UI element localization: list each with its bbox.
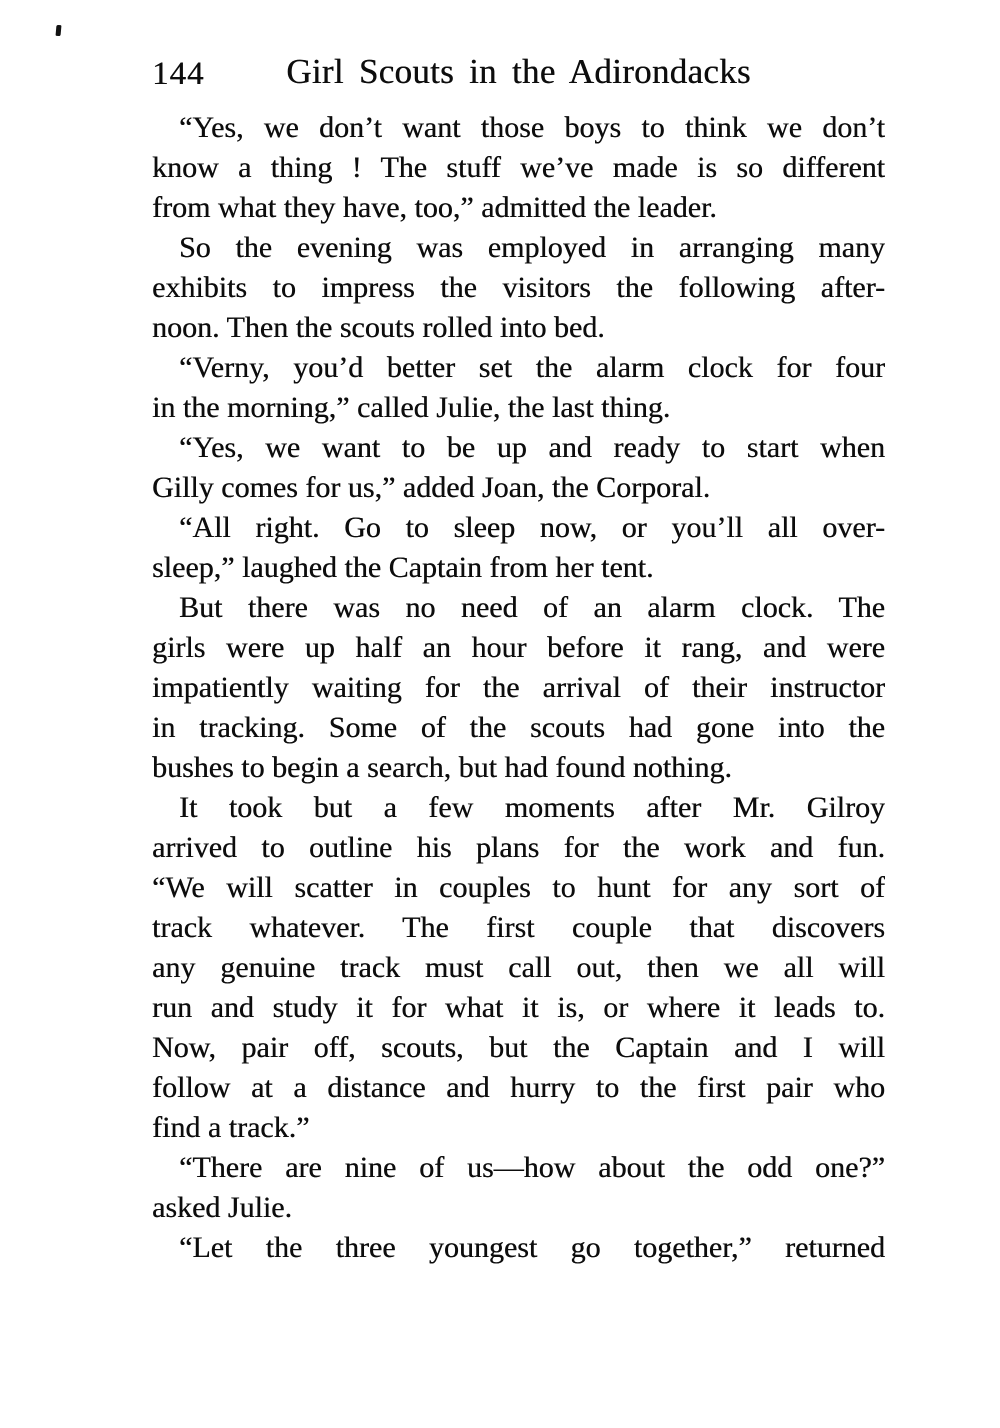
text-line: find a track.”: [152, 1111, 310, 1144]
page-header: [152, 48, 885, 96]
text-line: It took but a few moments after Mr. Gilroy: [179, 791, 885, 824]
text-line: “We will scatter in couples to hunt for any sort of: [152, 871, 885, 904]
text-line: “All right. Go to sleep now, or you’ll all over-: [179, 511, 885, 544]
text-line: follow at a distance and hurry to the first pair who: [152, 1071, 885, 1104]
text-line: run and study it for what it is, or where it leads to.: [152, 991, 885, 1024]
text-line: from what they have, too,” admitted the leader.: [152, 191, 717, 224]
text-line: in tracking. Some of the scouts had gone into the: [152, 711, 885, 744]
page-text: [152, 108, 885, 1268]
text-line: know a thing ! The stuff we’ve made is so different: [152, 151, 885, 184]
text-line: Gilly comes for us,” added Joan, the Corporal.: [152, 471, 711, 504]
text-line: But there was no need of an alarm clock. The: [179, 591, 885, 624]
text-line: noon. Then the scouts rolled into bed.: [152, 311, 605, 344]
text-line: any genuine track must call out, then we all will: [152, 951, 885, 984]
ink-speck: [56, 25, 62, 36]
text-line: “Yes, we don’t want those boys to think we don’t: [179, 111, 885, 144]
text-line: girls were up half an hour before it rang, and were: [152, 631, 885, 664]
text-line: asked Julie.: [152, 1191, 292, 1224]
page-number: 144: [152, 56, 205, 92]
text-line: in the morning,” called Julie, the last thing.: [152, 391, 671, 424]
text-line: bushes to begin a search, but had found nothing.: [152, 751, 732, 784]
text-line: So the evening was employed in arranging many: [179, 231, 885, 264]
text-line: Now, pair off, scouts, but the Captain and I will: [152, 1031, 885, 1064]
text-line: track whatever. The first couple that discovers: [152, 911, 885, 944]
text-line: “There are nine of us—how about the odd one?”: [179, 1151, 885, 1184]
text-line: “Let the three youngest go together,” returned: [179, 1231, 885, 1264]
text-line: sleep,” laughed the Captain from her tent.: [152, 551, 654, 584]
text-line: impatiently waiting for the arrival of their instructor: [152, 671, 885, 704]
running-title: Girl Scouts in the Adirondacks: [286, 52, 751, 91]
text-line: “Yes, we want to be up and ready to start when: [179, 431, 885, 464]
text-line: exhibits to impress the visitors the following after-: [152, 271, 885, 304]
text-line: arrived to outline his plans for the work and fun.: [152, 831, 885, 864]
text-line: “Verny, you’d better set the alarm clock for four: [179, 351, 885, 384]
